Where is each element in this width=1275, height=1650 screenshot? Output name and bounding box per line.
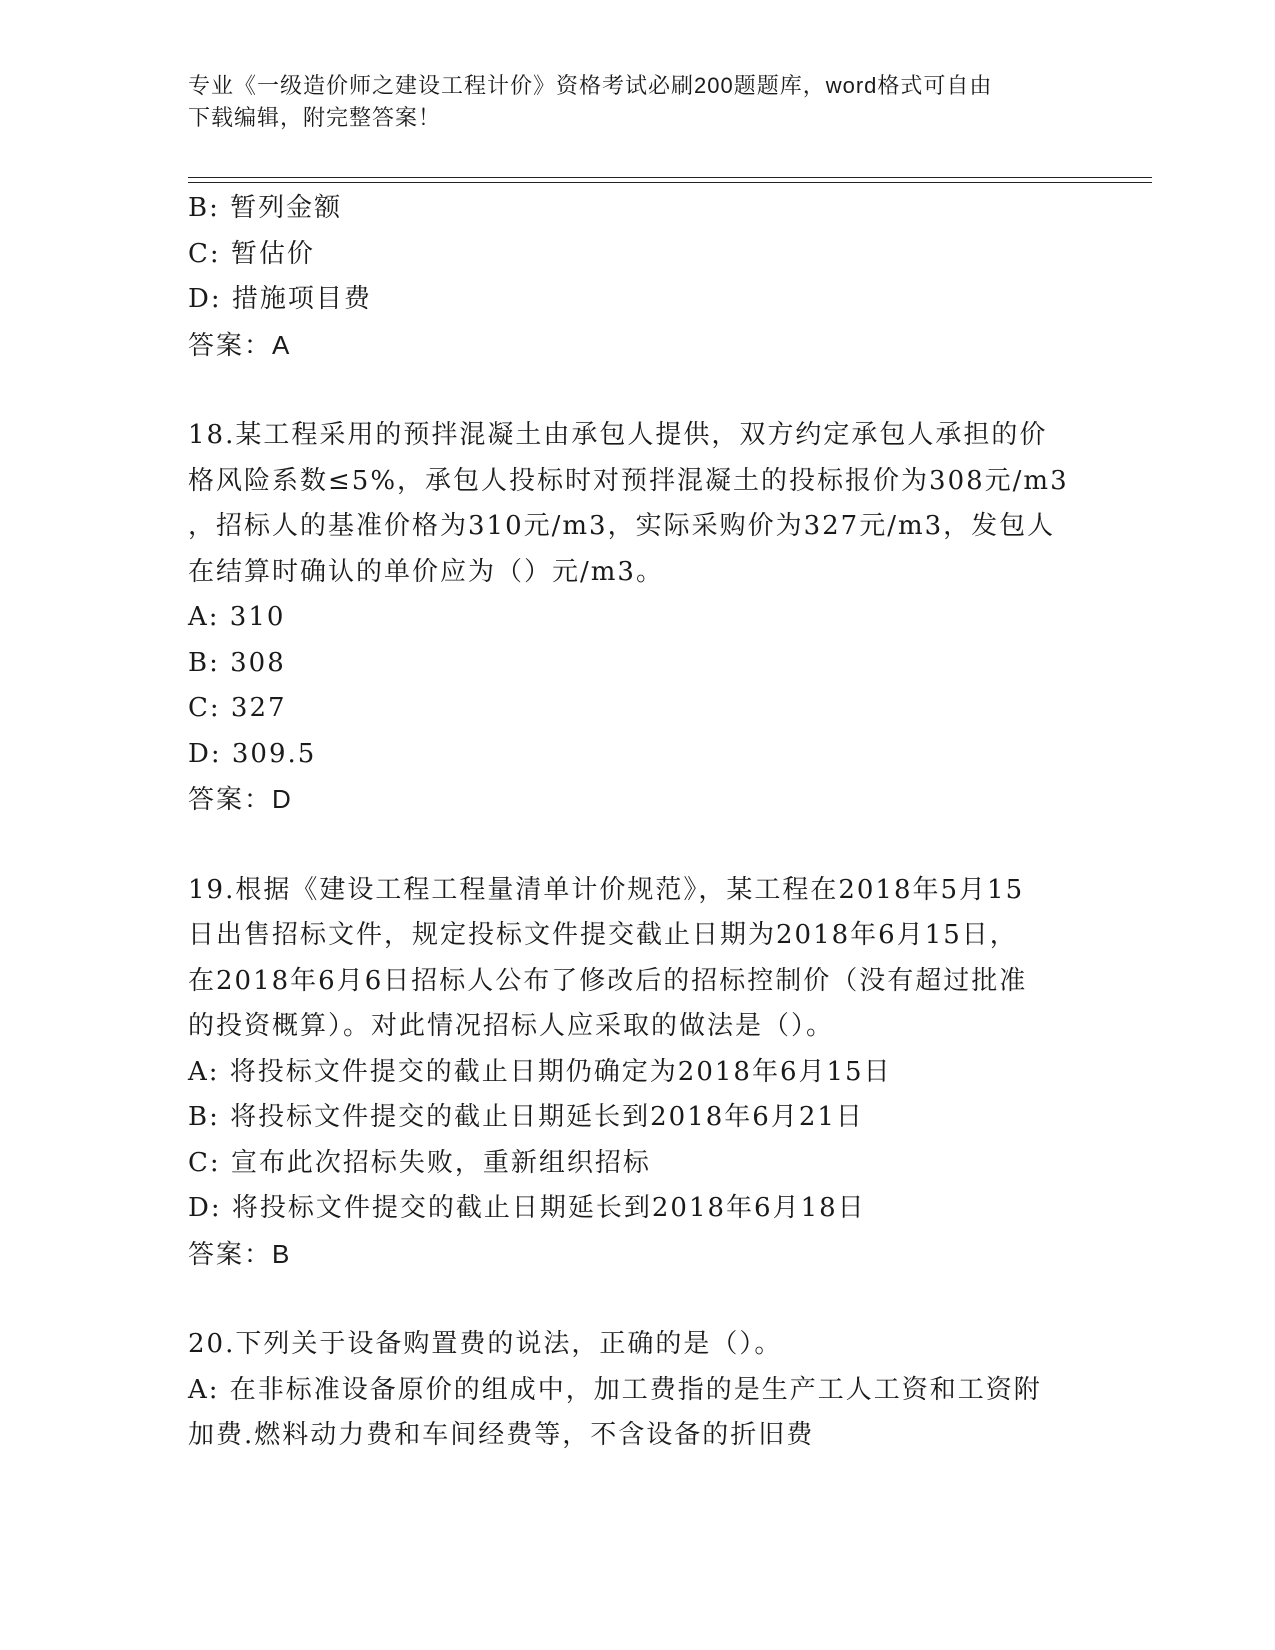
q19-stem-line-2: 日出售招标文件，规定投标文件提交截止日期为2018年6月15日， (188, 920, 1018, 950)
header-line-1: 专业《一级造价师之建设工程计价》资格考试必刷200题题库，word格式可自由 (188, 73, 993, 98)
spacer (188, 823, 1088, 868)
q18-option-c: C: 327 (188, 693, 287, 723)
q18-stem-line-4: 在结算时确认的单价应为（）元/m3。 (188, 556, 664, 587)
q18-stem-line-3: ，招标人的基准价格为310元/m3，实际采购价为327元/m3，发包人 (188, 511, 1056, 541)
q17-answer: 答案：A (188, 329, 292, 360)
q19-option-a: A: 将投标文件提交的截止日期仍确定为2018年6月15日 (188, 1056, 892, 1087)
spacer (188, 1277, 1088, 1322)
page-header (188, 70, 1088, 134)
q17-option-b: B: 暂列金额 (188, 193, 343, 223)
q20-option-a-line-2: 加费.燃料动力费和车间经费等，不含设备的折旧费 (188, 1420, 815, 1450)
q18-stem-line-1: 18.某工程采用的预拌混凝土由承包人提供，双方约定承包人承担的价 (188, 420, 1048, 450)
q18-option-b: B: 308 (188, 647, 286, 678)
q19-stem-line-3: 在2018年6月6日招标人公布了修改后的招标控制价（没有超过批准 (188, 965, 1028, 996)
document-body (188, 186, 1088, 1459)
q19-option-c: C: 宣布此次招标失败，重新组织招标 (188, 1147, 651, 1178)
q17-option-c: C: 暂估价 (188, 238, 315, 269)
q18-answer: 答案：D (188, 784, 293, 814)
q19-option-d: D: 将投标文件提交的截止日期延长到2018年6月18日 (188, 1193, 866, 1223)
q18-option-a: A: 310 (188, 602, 286, 632)
q18-option-d: D: 309.5 (188, 738, 317, 769)
q19-stem-line-1: 19.根据《建设工程工程量清单计价规范》，某工程在2018年5月15 (188, 874, 1025, 905)
q20-option-a-line-1: A: 在非标准设备原价的组成中，加工费指的是生产工人工资和工资附 (188, 1374, 1042, 1405)
spacer (188, 368, 1088, 413)
q19-stem-line-4: 的投资概算）。对此情况招标人应采取的做法是（）。 (188, 1011, 835, 1041)
q17-option-d: D: 措施项目费 (188, 284, 372, 314)
header-divider (188, 177, 1152, 183)
q19-answer: 答案：B (188, 1238, 292, 1269)
q18-stem-line-2: 格风险系数≤5%，承包人投标时对预拌混凝土的投标报价为308元/m3 (188, 465, 1069, 496)
q19-option-b: B: 将投标文件提交的截止日期延长到2018年6月21日 (188, 1102, 864, 1132)
header-line-2: 下载编辑，附完整答案！ (188, 105, 442, 130)
q20-stem-line-1: 20.下列关于设备购置费的说法，正确的是（）。 (188, 1329, 783, 1359)
